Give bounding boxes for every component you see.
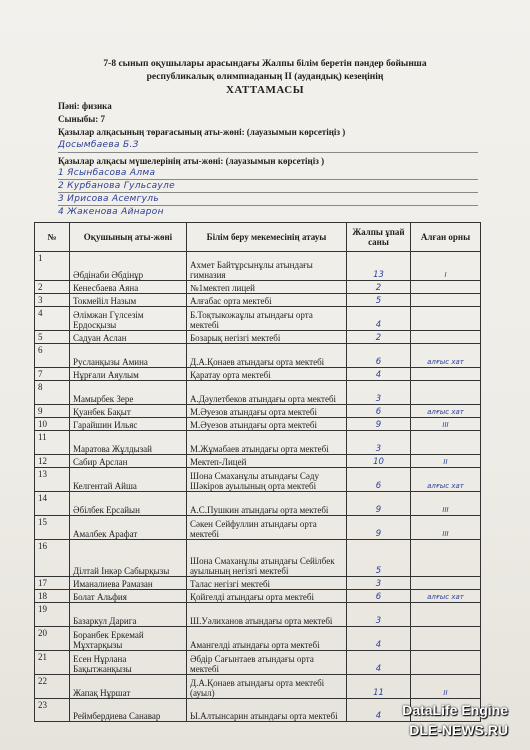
total-score: 4 bbox=[347, 307, 411, 331]
table-row bbox=[35, 455, 481, 468]
student-name: Садуан Аслан bbox=[70, 331, 187, 344]
school-name: М.Әуезов атындағы орта мектебі bbox=[187, 418, 347, 431]
table-row bbox=[35, 418, 481, 431]
row-number: 7 bbox=[35, 368, 70, 381]
student-name: Әбілбек Ерсайын bbox=[70, 492, 187, 516]
student-name: Боранбек Еркемай Мұхтарқызы bbox=[70, 627, 187, 651]
row-number: 15 bbox=[35, 516, 70, 540]
student-name: Русланқызы Амина bbox=[70, 344, 187, 368]
table-row bbox=[35, 331, 481, 344]
table-row bbox=[35, 431, 481, 455]
total-score: 6 bbox=[347, 405, 411, 418]
school-name: Амангелді атындағы орта мектебі bbox=[187, 627, 347, 651]
place-awarded bbox=[411, 331, 481, 344]
watermark-line-1: DataLife Engine bbox=[402, 702, 508, 718]
school-name: Шона Смаханұлы атындағы Сәду Шәкіров ауылының орта мектебі bbox=[187, 468, 347, 492]
total-score: 9 bbox=[347, 492, 411, 516]
table-row bbox=[35, 381, 481, 405]
table-row bbox=[35, 516, 481, 540]
school-name: Ы.Алтынсарин атындағы орта мектебі bbox=[187, 699, 347, 722]
total-score: 4 bbox=[347, 699, 411, 722]
place-awarded: алғыс хат bbox=[411, 405, 481, 418]
place-awarded: II bbox=[411, 675, 481, 699]
row-number: 19 bbox=[35, 603, 70, 627]
place-awarded bbox=[411, 368, 481, 381]
student-name: Әбдінаби Әбдінұр bbox=[70, 252, 187, 281]
school-name: Ахмет Байтұрсынұлы атындағы гимназия bbox=[187, 252, 347, 281]
member-underline bbox=[58, 192, 478, 193]
place-awarded bbox=[411, 603, 481, 627]
total-score: 3 bbox=[347, 381, 411, 405]
chair-underline bbox=[58, 152, 478, 153]
student-name: Келгентай Айша bbox=[70, 468, 187, 492]
total-score: 4 bbox=[347, 627, 411, 651]
student-name: Амалбек Арафат bbox=[70, 516, 187, 540]
members-label: Қазылар алқасы мүшелерінің аты-жөні: (лауазымын көрсетіңіз ) bbox=[58, 156, 325, 166]
school-name: №1мектеп лицей bbox=[187, 281, 347, 294]
school-name: Мектеп-Лицей bbox=[187, 455, 347, 468]
row-number: 23 bbox=[35, 699, 70, 722]
school-name: Талас негізгі мектебі bbox=[187, 577, 347, 590]
row-number: 9 bbox=[35, 405, 70, 418]
place-awarded bbox=[411, 651, 481, 675]
table-row bbox=[35, 468, 481, 492]
place-awarded bbox=[411, 627, 481, 651]
total-score: 6 bbox=[347, 344, 411, 368]
member-1: 1 Ясынбасова Алма bbox=[58, 168, 156, 178]
place-awarded bbox=[411, 307, 481, 331]
place-awarded: алғыс хат bbox=[411, 590, 481, 603]
student-name: Токмейіл Назым bbox=[70, 294, 187, 307]
table-row bbox=[35, 651, 481, 675]
document-title: ХАТТАМАСЫ bbox=[225, 84, 304, 96]
total-score: 11 bbox=[347, 675, 411, 699]
subject-label: Пәні: физика bbox=[58, 101, 112, 111]
student-name: Иманалиева Рамазан bbox=[70, 577, 187, 590]
student-name: Ділтай Інкәр Сабырқызы bbox=[70, 540, 187, 577]
row-number: 21 bbox=[35, 651, 70, 675]
student-name: Сабир Арслан bbox=[70, 455, 187, 468]
table-row bbox=[35, 590, 481, 603]
table-header-row bbox=[35, 223, 481, 252]
total-score: 3 bbox=[347, 577, 411, 590]
student-name: Мамырбек Зере bbox=[70, 381, 187, 405]
student-name: Болат Альфия bbox=[70, 590, 187, 603]
total-score: 2 bbox=[347, 281, 411, 294]
member-3: 3 Ирисова Асемгуль bbox=[58, 194, 159, 204]
col-header-name: Оқушының аты-жөні bbox=[70, 223, 187, 252]
school-name: Қойгелді атындағы орта мектебі bbox=[187, 590, 347, 603]
total-score: 3 bbox=[347, 431, 411, 455]
table-row bbox=[35, 675, 481, 699]
student-name: Жапақ Нұршат bbox=[70, 675, 187, 699]
total-score: 9 bbox=[347, 516, 411, 540]
total-score: 5 bbox=[347, 294, 411, 307]
student-name: Базаркул Дарига bbox=[70, 603, 187, 627]
col-header-place: Алған орны bbox=[411, 223, 481, 252]
results-table bbox=[34, 222, 481, 722]
col-header-number: № bbox=[35, 223, 70, 252]
total-score: 4 bbox=[347, 368, 411, 381]
row-number: 20 bbox=[35, 627, 70, 651]
school-name: Б.Тоқтыкожаұлы атындағы орта мектебі bbox=[187, 307, 347, 331]
school-name: Бозарық негізгі мектебі bbox=[187, 331, 347, 344]
student-name: Нұрғали Аяулым bbox=[70, 368, 187, 381]
school-name: М.Әуезов атындағы орта мектебі bbox=[187, 405, 347, 418]
school-name: Әбдір Сағынтаев атындағы орта мектебі bbox=[187, 651, 347, 675]
student-name: Гарайшин Ильяс bbox=[70, 418, 187, 431]
place-awarded bbox=[411, 281, 481, 294]
school-name: Д.А.Қонаев атындағы орта мектебі (ауыл) bbox=[187, 675, 347, 699]
table-row bbox=[35, 627, 481, 651]
row-number: 6 bbox=[35, 344, 70, 368]
school-name: М.Жұмабаев атындағы орта мектебі bbox=[187, 431, 347, 455]
row-number: 11 bbox=[35, 431, 70, 455]
table-row bbox=[35, 252, 481, 281]
table-row bbox=[35, 603, 481, 627]
place-awarded: III bbox=[411, 492, 481, 516]
total-score: 3 bbox=[347, 603, 411, 627]
total-score: 4 bbox=[347, 651, 411, 675]
watermark-line-2: DLE-NEWS.RU bbox=[409, 722, 508, 738]
row-number: 10 bbox=[35, 418, 70, 431]
row-number: 8 bbox=[35, 381, 70, 405]
row-number: 18 bbox=[35, 590, 70, 603]
row-number: 22 bbox=[35, 675, 70, 699]
row-number: 1 bbox=[35, 252, 70, 281]
total-score: 13 bbox=[347, 252, 411, 281]
member-2: 2 Курбанова Гульсауле bbox=[58, 181, 175, 191]
school-name: Д.А.Қонаев атындағы орта мектебі bbox=[187, 344, 347, 368]
header-line-1: 7-8 сынып оқушылары арасындағы Жалпы білім беретін пәндер бойынша bbox=[103, 59, 427, 69]
total-score: 9 bbox=[347, 418, 411, 431]
place-awarded: I bbox=[411, 252, 481, 281]
member-underline bbox=[58, 179, 478, 180]
school-name: Сәкен Сейфуллин атындағы орта мектебі bbox=[187, 516, 347, 540]
school-name: А.С.Пушкин атындағы орта мектебі bbox=[187, 492, 347, 516]
header-line-2: республикалық олимпиаданың II (аудандық) кезеңінің bbox=[146, 72, 384, 82]
row-number: 12 bbox=[35, 455, 70, 468]
col-header-school: Білім беру мекемесінің атауы bbox=[187, 223, 347, 252]
student-name: Кенесбаева Аяна bbox=[70, 281, 187, 294]
total-score: 2 bbox=[347, 331, 411, 344]
place-awarded bbox=[411, 431, 481, 455]
school-name: Шона Смаханұлы атындағы Сейілбек ауылының негізгі мектебі bbox=[187, 540, 347, 577]
student-name: Есен Нұрлана Бақытжанқызы bbox=[70, 651, 187, 675]
row-number: 4 bbox=[35, 307, 70, 331]
total-score: 6 bbox=[347, 590, 411, 603]
row-number: 13 bbox=[35, 468, 70, 492]
place-awarded: III bbox=[411, 516, 481, 540]
chair-label: Қазылар алқасының төрағасының аты-жөні: (лауазымын көрсетіңіз ) bbox=[58, 127, 346, 137]
member-underline bbox=[58, 205, 478, 206]
student-name: Қуанбек Бақыт bbox=[70, 405, 187, 418]
class-label: Сыныбы: 7 bbox=[58, 114, 106, 124]
row-number: 3 bbox=[35, 294, 70, 307]
total-score: 5 bbox=[347, 540, 411, 577]
school-name: Қаратау орта мектебі bbox=[187, 368, 347, 381]
table-row bbox=[35, 405, 481, 418]
row-number: 16 bbox=[35, 540, 70, 577]
member-4: 4 Жакенова Айнарон bbox=[58, 207, 164, 217]
place-awarded: алғыс хат bbox=[411, 344, 481, 368]
table-row bbox=[35, 294, 481, 307]
table-row bbox=[35, 307, 481, 331]
total-score: 6 bbox=[347, 468, 411, 492]
total-score: 10 bbox=[347, 455, 411, 468]
table-row bbox=[35, 540, 481, 577]
table-row bbox=[35, 368, 481, 381]
school-name: Ш.Уәлиханов атындағы орта мектебі bbox=[187, 603, 347, 627]
row-number: 14 bbox=[35, 492, 70, 516]
watermark bbox=[402, 700, 508, 740]
place-awarded: алғыс хат bbox=[411, 468, 481, 492]
place-awarded: III bbox=[411, 418, 481, 431]
table-row bbox=[35, 577, 481, 590]
school-name: Алғабас орта мектебі bbox=[187, 294, 347, 307]
table-row bbox=[35, 492, 481, 516]
place-awarded bbox=[411, 540, 481, 577]
row-number: 5 bbox=[35, 331, 70, 344]
table-row bbox=[35, 281, 481, 294]
place-awarded: II bbox=[411, 455, 481, 468]
student-name: Маратова Жұлдызай bbox=[70, 431, 187, 455]
student-name: Әлімжан Гүлсезім Ердосқызы bbox=[70, 307, 187, 331]
place-awarded bbox=[411, 381, 481, 405]
row-number: 17 bbox=[35, 577, 70, 590]
table-row bbox=[35, 344, 481, 368]
place-awarded bbox=[411, 294, 481, 307]
row-number: 2 bbox=[35, 281, 70, 294]
school-name: А.Дәулетбеков атындағы орта мектебі bbox=[187, 381, 347, 405]
col-header-score: Жалпы ұпай саны bbox=[347, 223, 411, 252]
place-awarded bbox=[411, 577, 481, 590]
chair-signature-text: Досымбаева Б.З bbox=[58, 140, 139, 150]
student-name: Реймбердиева Санавар bbox=[70, 699, 187, 722]
